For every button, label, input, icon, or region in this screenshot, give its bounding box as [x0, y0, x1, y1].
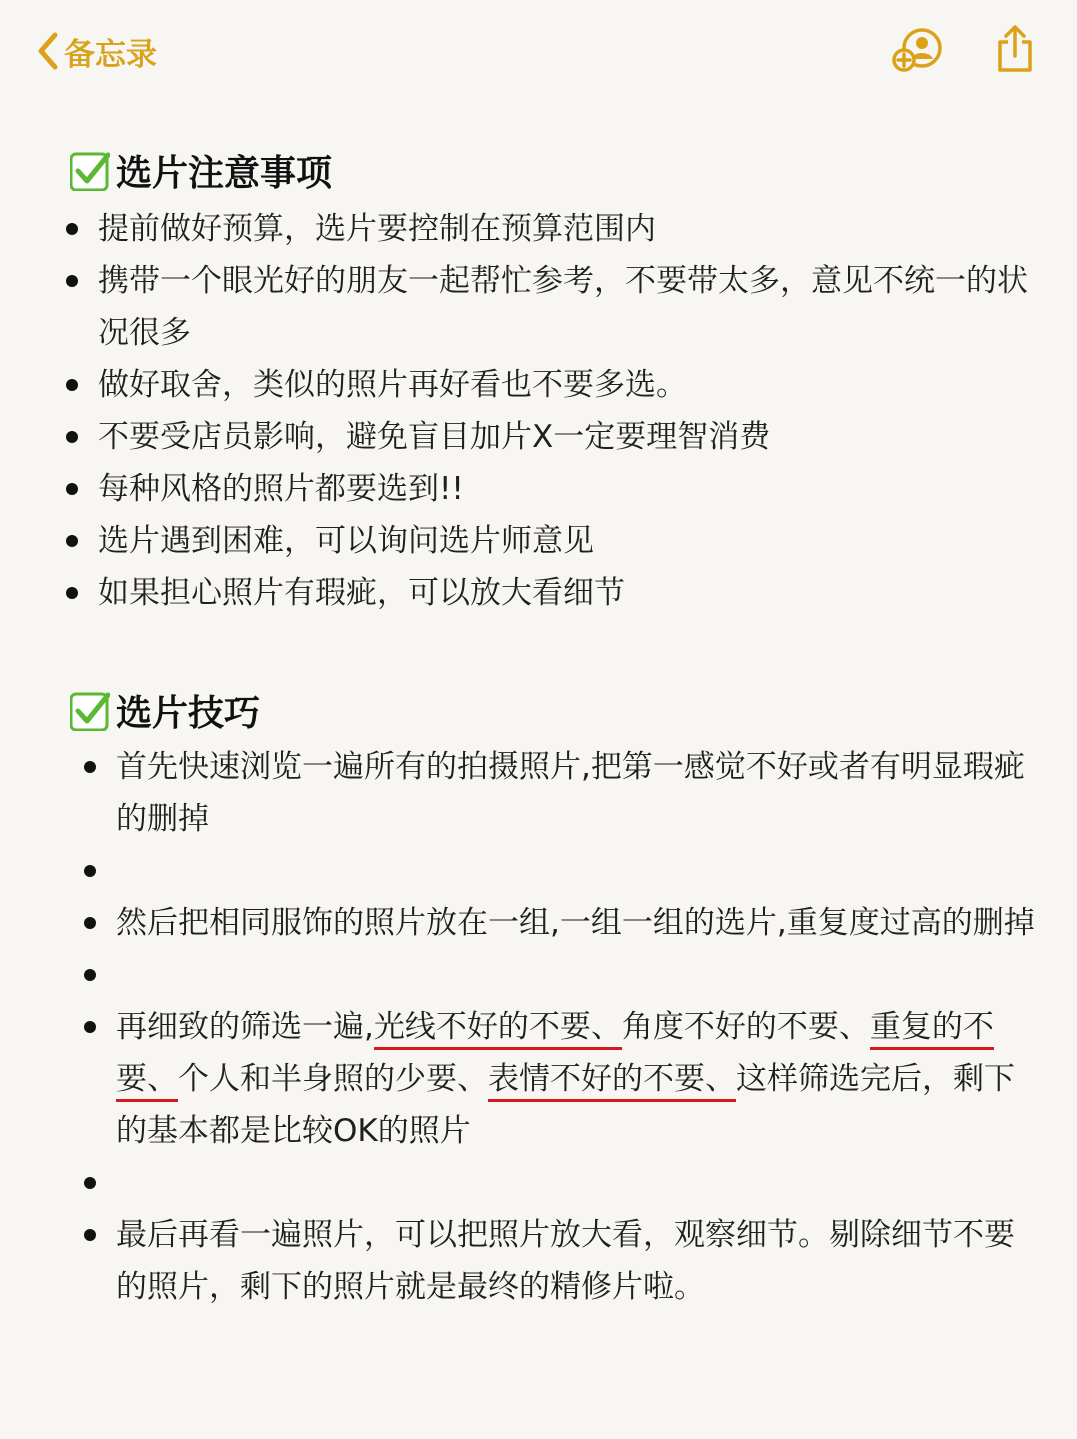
list-item: 然后把相同服饰的照片放在一组,一组一组的选片,重复度过高的删掉	[116, 897, 1036, 949]
check-box-icon	[70, 691, 110, 731]
list-item: 携带一个眼光好的朋友一起帮忙参考，不要带太多，意见不统一的状况很多	[98, 255, 1028, 359]
navigation-bar	[0, 0, 1077, 100]
underlined-text: 光线不好的不要、	[374, 1009, 622, 1050]
section-heading-notes	[70, 145, 332, 196]
section-title: 选片技巧	[116, 693, 261, 734]
list-item: 最后再看一遍照片，可以把照片放大看，观察细节。剔除细节不要的照片，剩下的照片就是最终的精修片啦。	[116, 1209, 1036, 1313]
underlined-text: 重复的不要、	[116, 1009, 994, 1102]
list-item-empty	[116, 949, 1036, 1001]
text-segment: 角度不好的不要、	[621, 1009, 870, 1045]
list-item: 不要受店员影响，避免盲目加片X一定要理智消费	[98, 411, 1028, 463]
underlined-text: 表情不好的不要、	[488, 1061, 736, 1102]
notes-list	[98, 203, 1028, 619]
list-item-empty	[116, 1157, 1036, 1209]
list-item-highlighted	[116, 1001, 1036, 1157]
list-item: 选片遇到困难，可以询问选片师意见	[98, 515, 1028, 567]
list-item: 如果担心照片有瑕疵，可以放大看细节	[98, 567, 1028, 619]
add-collaborator-button[interactable]	[890, 26, 946, 78]
check-box-icon	[70, 151, 110, 191]
back-label: 备忘录	[64, 36, 157, 73]
share-icon	[994, 24, 1036, 74]
list-item: 每种风格的照片都要选到!!	[98, 463, 1028, 515]
share-button[interactable]	[994, 24, 1036, 78]
back-button[interactable]	[36, 26, 157, 76]
text-segment: 这样筛选完后，剩下的基本都是比较OK的照片	[116, 1061, 1015, 1149]
chevron-left-icon	[36, 31, 60, 71]
tips-list	[116, 741, 1036, 1313]
list-item: 首先快速浏览一遍所有的拍摄照片,把第一感觉不好或者有明显瑕疵的删掉	[116, 741, 1036, 845]
list-item: 提前做好预算，选片要控制在预算范围内	[98, 203, 1028, 255]
text-segment: 再细致的筛选一遍,	[116, 1009, 374, 1045]
section-heading-tips	[70, 685, 260, 736]
text-segment: 个人和半身照的少要、	[178, 1061, 488, 1097]
list-item: 做好取舍，类似的照片再好看也不要多选。	[98, 359, 1028, 411]
section-title: 选片注意事项	[116, 153, 333, 194]
add-collaborator-icon	[890, 26, 946, 74]
list-item-empty	[116, 845, 1036, 897]
